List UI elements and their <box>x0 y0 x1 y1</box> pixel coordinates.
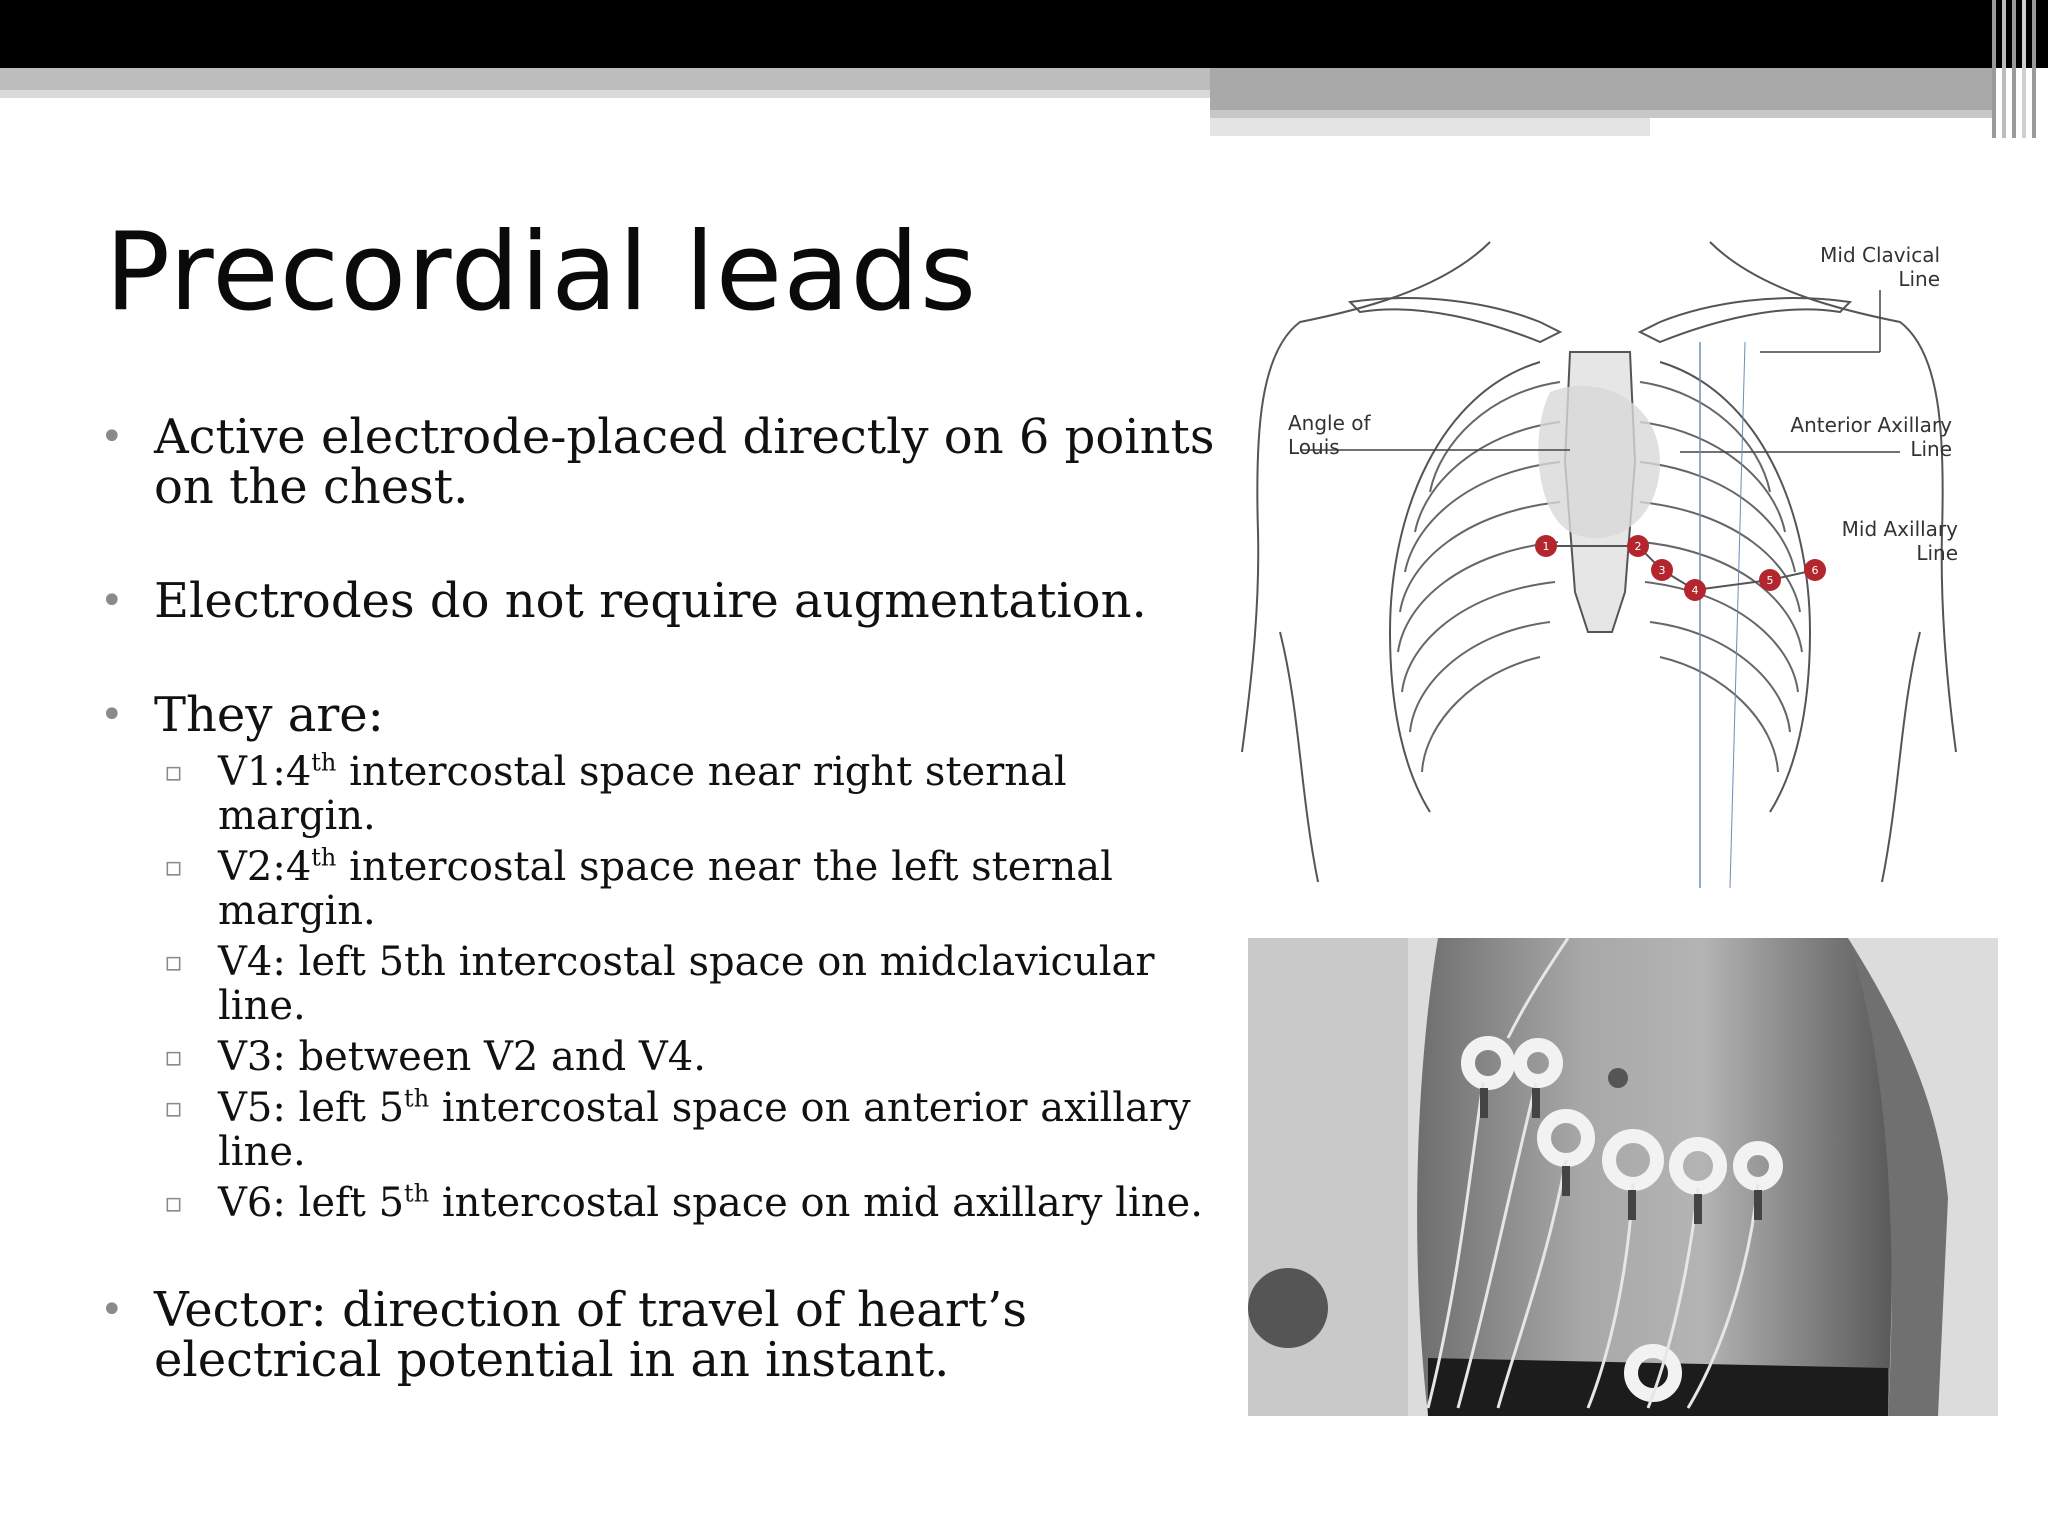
header-stripe <box>2022 0 2026 138</box>
header-band <box>1210 118 1650 136</box>
slide-body <box>100 409 1220 1388</box>
electrode-number: 2 <box>1634 540 1642 553</box>
header-band <box>0 68 1210 90</box>
electrode-number: 1 <box>1542 540 1550 553</box>
header-band <box>1210 110 1996 118</box>
bullet: • Electrodes do not require augmentation. <box>100 576 1220 626</box>
label-angle-of-louis: Louis <box>1288 435 1340 459</box>
header-stripe <box>2032 0 2036 138</box>
bullet: • Vector: direction of travel of heart’s electrical potential in an instant. <box>100 1285 1220 1385</box>
label-mid-axillary: Mid Axillary <box>1841 517 1958 541</box>
ecg-electrodes-photo <box>1248 938 1998 1416</box>
header-stripe <box>1992 0 1996 138</box>
electrode-number: 6 <box>1811 564 1819 577</box>
header-bar <box>0 0 2048 68</box>
lead-item: ▫ V4: left 5th intercostal space on midclavicular line. <box>100 940 1220 1028</box>
lead-item: ▫ V5: left 5th intercostal space on anterior axillary line. <box>100 1086 1220 1174</box>
label-anterior-axillary: Anterior Axillary <box>1790 413 1952 437</box>
label-mid-clavicular: Line <box>1898 267 1940 291</box>
bullet: • Active electrode-placed directly on 6 points on the chest. <box>100 412 1220 512</box>
bullet: • They are: <box>100 690 1220 740</box>
electrode-number: 3 <box>1658 564 1666 577</box>
electrode-number: 5 <box>1766 574 1774 587</box>
header-stripe <box>2012 0 2016 138</box>
label-mid-clavicular: Mid Clavical <box>1820 243 1940 267</box>
label-mid-axillary: Line <box>1916 541 1958 565</box>
electrode-number: 4 <box>1691 584 1699 597</box>
lead-item: ▫ V3: between V2 and V4. <box>100 1035 1220 1079</box>
lead-list <box>100 750 1220 1225</box>
label-angle-of-louis: Angle of <box>1288 411 1371 435</box>
header-band <box>0 90 1210 98</box>
lead-item: ▫ V2:4th intercostal space near the left sternal margin. <box>100 845 1220 933</box>
slide-title: Precordial leads <box>105 210 978 335</box>
header-stripe <box>2002 0 2006 138</box>
header-band <box>1210 68 1996 110</box>
label-anterior-axillary: Line <box>1910 437 1952 461</box>
lead-item: ▫ V1:4th intercostal space near right sternal margin. <box>100 750 1220 838</box>
lead-item: ▫ V6: left 5th intercostal space on mid axillary line. <box>100 1181 1220 1225</box>
chest-lead-diagram <box>1240 232 1960 888</box>
